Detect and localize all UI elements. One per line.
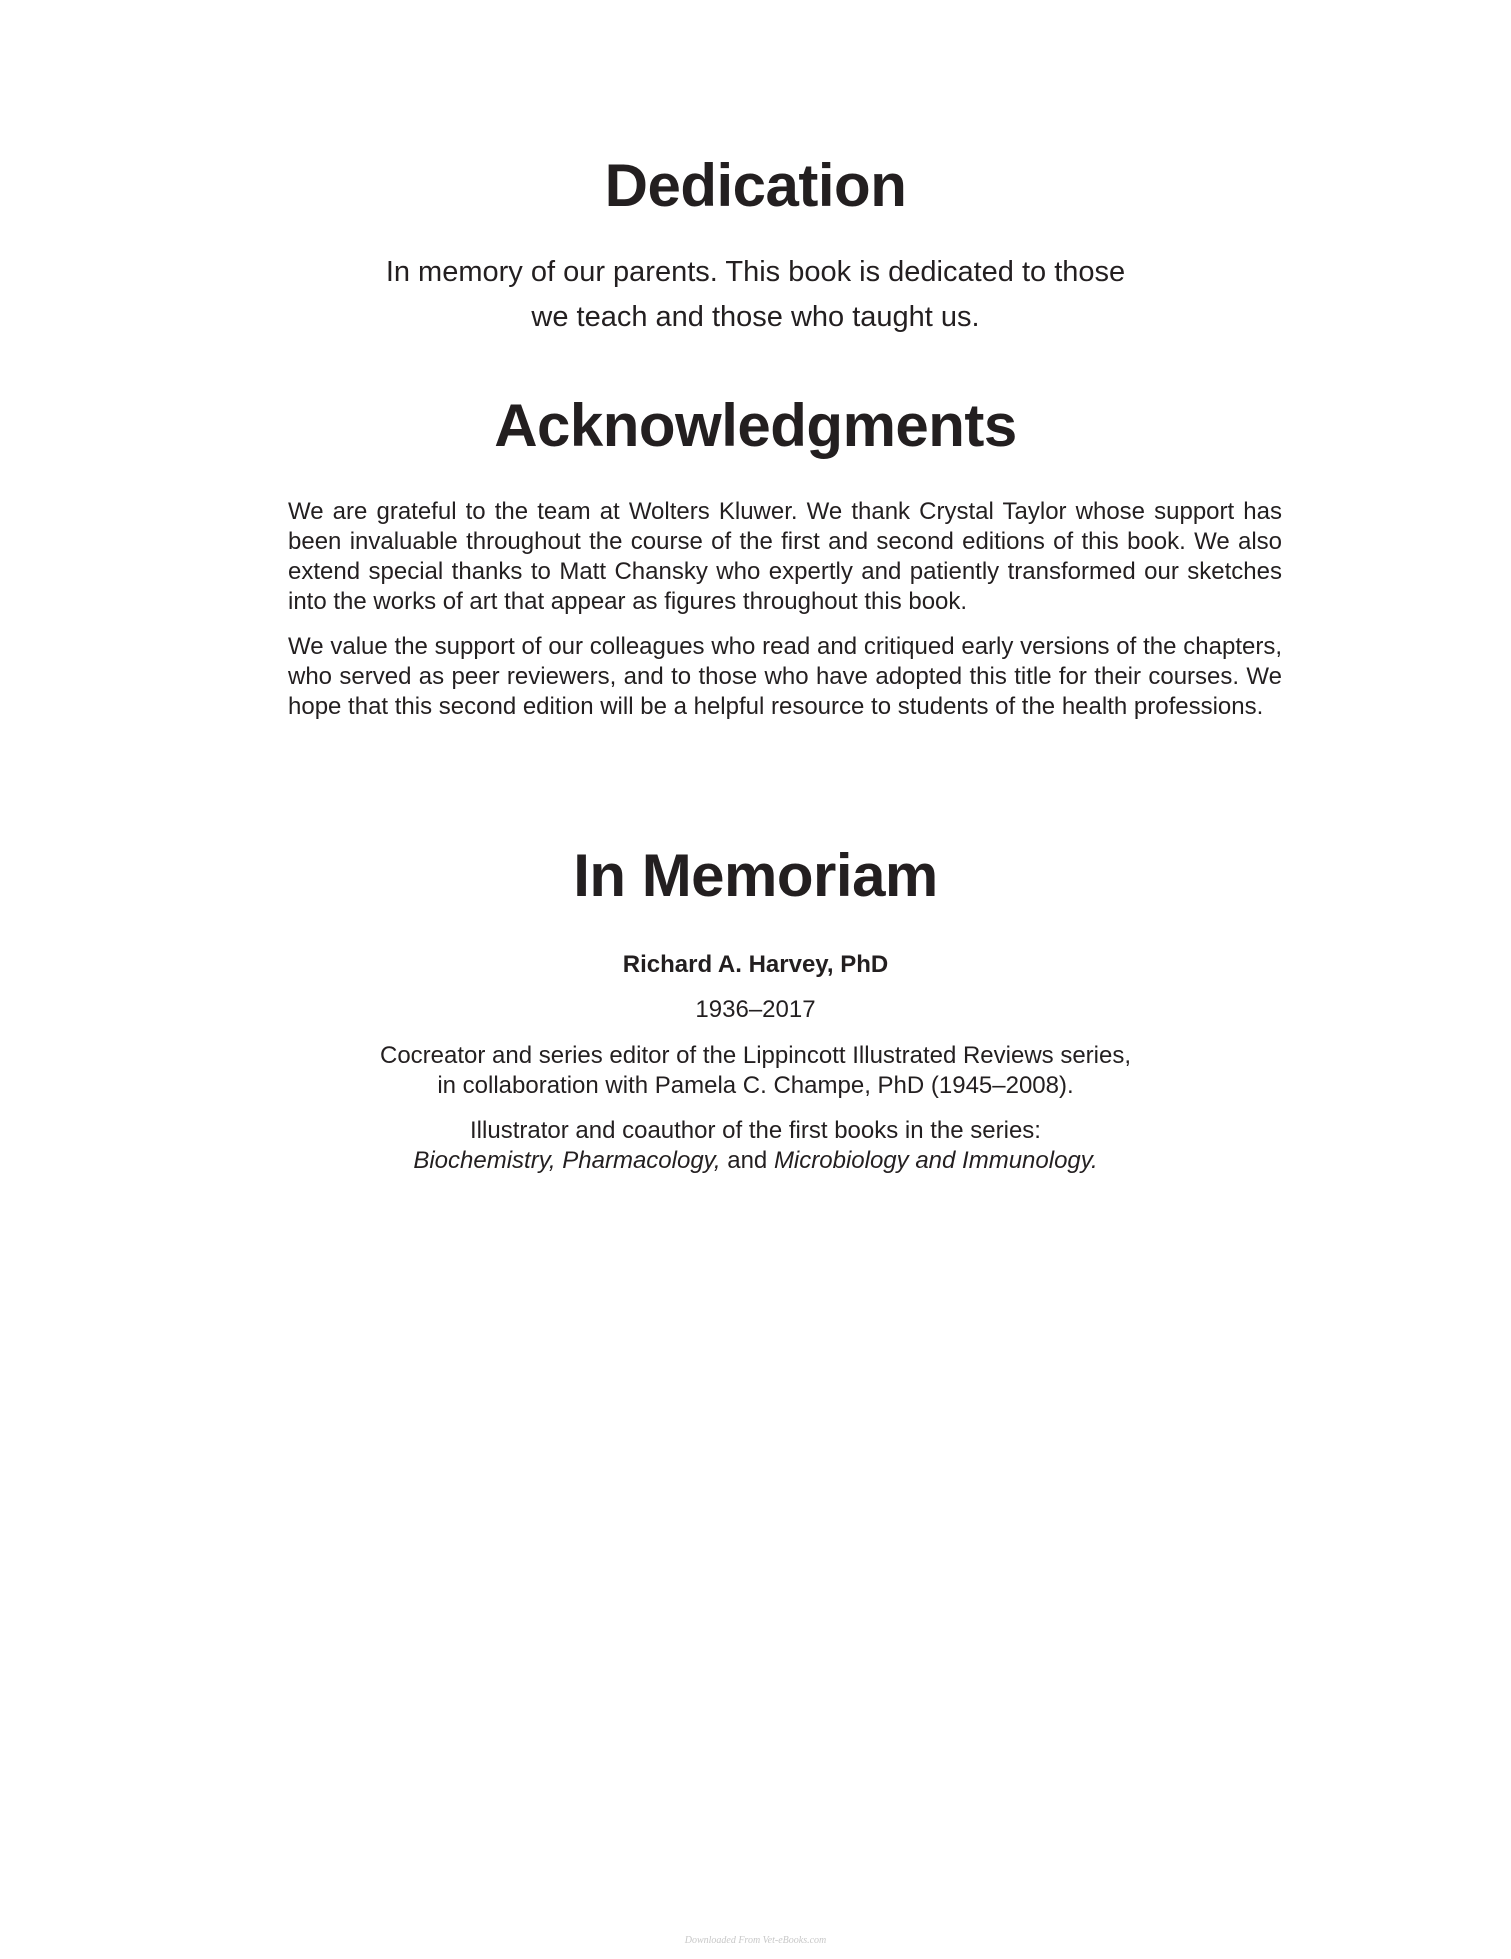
memoriam-series-books [0,1146,1511,1176]
memoriam-years: 1936–2017 [695,996,816,1023]
book-title-micro-immuno: Microbiology and Immunology. [773,1147,1098,1174]
memoriam-role-line: in collaboration with Pamela C. Champe, PhD (1945–2008). [437,1072,1074,1099]
memoriam-section [0,950,1511,1176]
download-watermark: Downloaded From Vet-eBooks.com [684,1935,827,1946]
dedication-line: we teach and those who taught us. [531,301,980,333]
memoriam-role-line: Cocreator and series editor of the Lippincott Illustrated Reviews series, [379,1042,1132,1069]
acknowledgments-paragraph: We are grateful to the team at Wolters Kluwer. We thank Crystal Taylor whose support has been invaluable throughout the course of the first and second editions of this book. We also extend special thanks to Matt Chansky who expertly and patiently transformed our sketches into the works of art that appear as figures throughout this book. [288,498,1282,615]
acknowledgments-heading: Acknowledgments [494,392,1017,459]
memoriam-name: Richard A. Harvey, PhD [622,951,889,978]
memoriam-heading: In Memoriam [573,842,938,909]
series-conjunction: and [720,1147,774,1174]
memoriam-series [0,1116,1511,1176]
dedication-heading: Dedication [604,152,907,219]
dedication-text [0,250,1511,340]
memoriam-series-intro: Illustrator and coauthor of the first books in the series: [470,1117,1041,1144]
dedication-line: In memory of our parents. This book is dedicated to those [385,256,1126,288]
memoriam-role [0,1041,1511,1101]
acknowledgments-body [288,497,1282,737]
book-title-biochem-pharm: Biochemistry, Pharmacology, [413,1147,721,1174]
acknowledgments-paragraph: We value the support of our colleagues who read and critiqued early versions of the chapters, who served as peer reviewers, and to those who have adopted this title for their courses. We hope that this second edition will be a helpful resource to students of the health professions. [288,633,1282,720]
